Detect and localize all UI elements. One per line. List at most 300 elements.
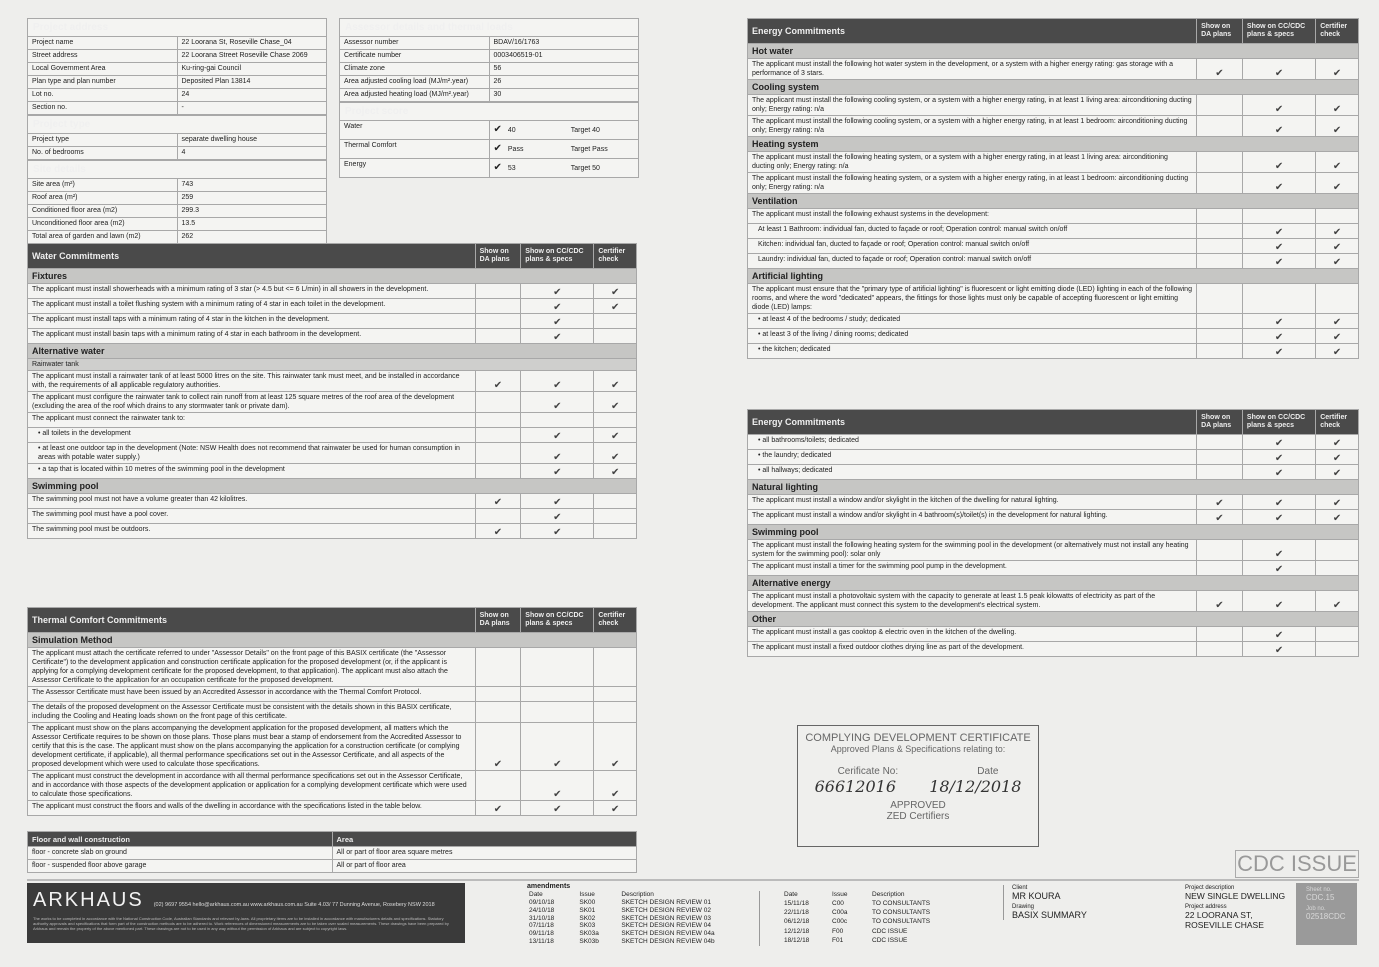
kv-value: 22 Loorana Street Roseville Chase 2069	[177, 50, 327, 63]
da-check-icon	[1197, 209, 1243, 224]
amend-cell: TO CONSULTANTS	[872, 909, 931, 917]
thermal-commitments-table	[27, 607, 637, 816]
da-check-icon: ✔	[475, 723, 521, 771]
cc-check-icon: ✔	[1242, 510, 1315, 525]
fw-header: Floor and wall construction	[28, 832, 333, 847]
commitment-row	[748, 224, 1359, 239]
commitment-text: The applicant must attach the certificate referred to under "Assessor Details" on the front page of this BASIX certificate (the "Assessor Certificate") to the development application and construction certificate application for the proposed development (or, if the applicant is applying for a complying development certificate for the proposed development, to that application). The applicant must also attach the Assessor Certificate to the application for an occupation certificate for the proposed development.	[28, 648, 476, 687]
cert-check-icon	[594, 494, 637, 509]
stamp-cert-number: 66612016	[814, 777, 897, 796]
cert-check-icon	[594, 314, 637, 329]
cc-check-icon: ✔	[521, 464, 594, 479]
cert-check-icon	[594, 702, 637, 723]
da-check-icon	[1197, 314, 1243, 329]
kv-row	[28, 63, 327, 76]
commitment-row	[748, 254, 1359, 269]
kv-row	[340, 37, 639, 50]
amend-row	[527, 907, 737, 915]
commitment-text: The applicant must install the following exhaust systems in the development:	[748, 209, 1197, 224]
stamp-approved: APPROVED	[890, 800, 946, 811]
kv-label: Project type	[28, 134, 178, 147]
section-title: Alternative energy	[748, 576, 1359, 591]
fw-cell: floor - suspended floor above garage	[28, 860, 333, 873]
commitment-row	[28, 413, 637, 428]
check-icon: ✔	[493, 143, 502, 154]
client-block	[1003, 885, 1182, 920]
brand-logo: ARKHAUS	[33, 889, 144, 911]
amend-cell: C00	[832, 900, 844, 908]
col-header-da: Show on DA plans	[475, 608, 521, 633]
commitment-text: The swimming pool must not have a volume greater than 42 kilolitres.	[28, 494, 476, 509]
amend-cell: SKETCH DESIGN REVIEW 03	[621, 914, 711, 922]
amend-cell: 09/11/18	[529, 930, 554, 938]
amend-cell: SKETCH DESIGN REVIEW 04	[621, 922, 711, 930]
table-header	[28, 608, 637, 633]
fw-row	[28, 860, 637, 873]
amend-header-cell: Date	[529, 891, 543, 898]
commitment-text: • the laundry; dedicated	[748, 450, 1197, 465]
amend-cell: 24/10/18	[529, 906, 555, 914]
section-heading	[28, 633, 637, 648]
client-label: Client	[1012, 885, 1028, 891]
table-header	[28, 832, 637, 847]
amend-cell: SKETCH DESIGN REVIEW 04b	[621, 938, 715, 946]
project-address-line1: 22 LOORANA ST,	[1185, 910, 1253, 920]
score-value	[489, 159, 567, 178]
amend-cell: F00	[832, 927, 844, 935]
col-header-cc: Show on CC/CDC plans & specs	[521, 608, 594, 633]
kv-row	[28, 76, 327, 89]
commitment-text: The applicant must connect the rainwater tank to:	[28, 413, 476, 428]
kv-value: 56	[489, 63, 639, 76]
section-heading	[748, 44, 1359, 59]
amendments-left-table	[527, 891, 737, 946]
da-check-icon	[1197, 239, 1243, 254]
stamp-date-label: Date	[977, 766, 999, 777]
commitment-row	[748, 591, 1359, 612]
commitment-text: • at least 3 of the living / dining rooms; dedicated	[748, 329, 1197, 344]
commitment-row	[28, 723, 637, 771]
section-title: Other	[748, 612, 1359, 627]
section-title: Artificial lighting	[748, 269, 1359, 284]
stamp-subtitle: Approved Plans & Specifications relating to:	[830, 744, 1006, 754]
section-heading	[28, 479, 637, 494]
section-title: Swimming pool	[28, 479, 637, 494]
col-header-da: Show on DA plans	[1197, 410, 1243, 435]
arkhaus-title-block	[27, 883, 465, 943]
da-check-icon: ✔	[475, 494, 521, 509]
da-check-icon: ✔	[1197, 59, 1243, 80]
energy-commitments-1	[747, 18, 1359, 359]
commitment-row	[28, 443, 637, 464]
amend-cell: SK01	[579, 906, 596, 914]
commitment-text: The applicant must install showerheads with a minimum rating of 3 star (> 4.5 but <= 6 L/min) in all showers in the development.	[28, 284, 476, 299]
project-desc: NEW SINGLE DWELLING	[1185, 891, 1286, 901]
cert-check-icon	[1316, 642, 1359, 657]
brand-disclaimer: The works to be completed in accordance with the National Construction Code, Australian Standards and relevant by-laws. All proprietary items are to be installed in accordance with manufacturers details and specifications. Statutory authority approvals and specifications that form part of the construction methods are to be adhered to. Work references of dimensioned measurements are to be taken over scaled measurements. These drawings have been prepared by Arkhaus and remain the property of the above mentioned part. These drawings are not to be used in any way without the permission of Arkhaus and are subject to copyright laws.	[33, 916, 449, 931]
commitment-row	[748, 510, 1359, 525]
commitment-row	[28, 329, 637, 344]
amend-row	[527, 899, 737, 907]
amend-cell: 06/12/18	[784, 918, 810, 926]
kv-value: 259	[177, 192, 327, 205]
cert-check-icon	[1316, 284, 1359, 314]
col-header-da: Show on DA plans	[1197, 19, 1243, 44]
score-number: 40	[507, 127, 516, 134]
score-value	[489, 140, 567, 159]
project-desc-label: Project description	[1185, 885, 1235, 891]
cc-check-icon: ✔	[1242, 95, 1315, 116]
cert-check-icon: ✔	[1316, 116, 1359, 137]
kv-label: Area adjusted cooling load (MJ/m².year)	[340, 76, 490, 89]
col-header-da: Show on DA plans	[475, 244, 521, 269]
cert-check-icon	[1316, 209, 1359, 224]
section-title: Simulation Method	[28, 633, 637, 648]
amend-row	[782, 928, 982, 937]
commitment-text: The applicant must install taps with a minimum rating of 4 star in the kitchen in the development.	[28, 314, 476, 329]
da-check-icon: ✔	[475, 524, 521, 539]
cert-check-icon: ✔	[1316, 59, 1359, 80]
site-details-heading: Site details	[28, 161, 327, 179]
amend-cell: CDC ISSUE	[872, 936, 908, 944]
kv-value: 4	[177, 147, 327, 160]
commitment-row	[748, 642, 1359, 657]
amend-row	[527, 915, 737, 923]
kv-value: Deposited Plan 13814	[177, 76, 327, 89]
commitment-text: Laundry: individual fan, ducted to façade or roof; Operation control: manual switch on/off	[748, 254, 1197, 269]
amend-header-cell: Issue	[832, 891, 848, 898]
amend-row	[782, 909, 982, 918]
sheet-number: CDC.15	[1306, 893, 1335, 902]
cc-check-icon: ✔	[1242, 642, 1315, 657]
kv-row	[340, 89, 639, 102]
cert-check-icon	[594, 648, 637, 687]
project-address-heading: Project address	[28, 19, 327, 37]
kv-label: Area adjusted heating load (MJ/m².year)	[340, 89, 490, 102]
cert-check-icon: ✔	[594, 371, 637, 392]
col-header-cc: Show on CC/CDC plans & specs	[1242, 410, 1315, 435]
da-check-icon	[1197, 642, 1243, 657]
cc-check-icon: ✔	[1242, 450, 1315, 465]
da-check-icon	[1197, 116, 1243, 137]
amend-cell: SK03a	[579, 930, 599, 938]
cc-check-icon: ✔	[521, 314, 594, 329]
da-check-icon	[475, 329, 521, 344]
section-heading	[748, 194, 1359, 209]
cc-check-icon: ✔	[1242, 59, 1315, 80]
project-type-heading: Project type	[28, 116, 327, 134]
commitment-row	[28, 284, 637, 299]
fw-cell: All or part of floor area square metres	[332, 847, 637, 860]
stamp-cert-label: Cerificate No:	[837, 766, 899, 777]
commitment-row	[748, 435, 1359, 450]
cc-check-icon: ✔	[521, 723, 594, 771]
da-check-icon	[475, 702, 521, 723]
commitment-row	[28, 771, 637, 801]
commitment-text: • a tap that is located within 10 metres of the swimming pool in the development	[28, 464, 476, 479]
commitment-text: The applicant must install the following cooling system, or a system with a higher energy rating, in at least 1 bedroom: airconditioning ducting only; Energy rating: n/a	[748, 116, 1197, 137]
da-check-icon	[475, 771, 521, 801]
section-title: Swimming pool	[748, 525, 1359, 540]
da-check-icon	[475, 687, 521, 702]
da-check-icon	[1197, 450, 1243, 465]
kv-value: 30	[489, 89, 639, 102]
commitment-text: The applicant must install a window and/or skylight in 4 bathroom(s)/toilet(s) in the development for natural lighting.	[748, 510, 1197, 525]
commitment-row	[748, 152, 1359, 173]
da-check-icon	[1197, 224, 1243, 239]
cert-check-icon: ✔	[594, 443, 637, 464]
table-header	[28, 244, 637, 269]
cc-check-icon: ✔	[521, 299, 594, 314]
cc-check-icon: ✔	[1242, 254, 1315, 269]
kv-value: 22 Loorana St, Roseville Chase_04	[177, 37, 327, 50]
cc-check-icon	[521, 687, 594, 702]
amend-row	[782, 900, 982, 909]
commitment-text: The applicant must ensure that the "primary type of artificial lighting" is fluorescent or light emitting diode (LED) lighting in each of the following rooms, and where the word "dedicated" appears, the fittings for those lights must only be capable of accepting fluorescent or light emitting diode (LED) lamps:	[748, 284, 1197, 314]
cert-check-icon: ✔	[1316, 314, 1359, 329]
commitment-row	[748, 284, 1359, 314]
cert-check-icon: ✔	[1316, 510, 1359, 525]
da-check-icon	[1197, 329, 1243, 344]
amendments-title: amendments	[527, 883, 571, 890]
kv-label: No. of bedrooms	[28, 147, 178, 160]
sheet-label: Sheet no.	[1306, 887, 1332, 893]
kv-row	[28, 37, 327, 50]
kv-value: 24	[177, 89, 327, 102]
cc-check-icon	[521, 648, 594, 687]
da-check-icon	[475, 509, 521, 524]
kv-label: Total area of garden and lawn (m2)	[28, 231, 178, 244]
cc-check-icon: ✔	[521, 329, 594, 344]
commitment-row	[748, 561, 1359, 576]
commitment-row	[28, 371, 637, 392]
commitment-row	[28, 687, 637, 702]
project-address-table	[27, 18, 327, 115]
commitment-text: The applicant must install the following heating system for the swimming pool in the development (or alternatively must not install any heating system for the swimming pool): solar only	[748, 540, 1197, 561]
floor-wall-table	[27, 831, 637, 873]
commitment-text: • at least 4 of the bedrooms / study; dedicated	[748, 314, 1197, 329]
amend-cell: TO CONSULTANTS	[872, 900, 931, 908]
cc-check-icon	[521, 413, 594, 428]
kv-row	[28, 205, 327, 218]
commitment-row	[748, 540, 1359, 561]
commitment-text: The applicant must show on the plans accompanying the development application for the proposed development, all matters which the Assessor Certificate requires to be shown on those plans. Those plans must bear a stamp of endorsement from the Accredited Assessor to certify that this is the case. The applicant must show on the plans accompanying the application for a construction certificate (or complying development certificate, if applicable), all thermal performance specifications set out in the Assessor Certificate, and all aspects of the proposed development which were used to calculate those specifications.	[28, 723, 476, 771]
amend-cell: SK00	[579, 898, 596, 906]
amendments-right-table	[782, 891, 982, 946]
cert-check-icon: ✔	[594, 299, 637, 314]
commitment-text: • all hallways; dedicated	[748, 465, 1197, 480]
section-title: Fixtures	[28, 269, 637, 284]
assessor-heading: Assessor details and thermal loads	[340, 19, 639, 37]
commitment-text: The Assessor Certificate must have been issued by an Accredited Assessor in accordance with the Thermal Comfort Protocol.	[28, 687, 476, 702]
cert-check-icon: ✔	[1316, 591, 1359, 612]
commitment-row	[748, 329, 1359, 344]
da-check-icon	[1197, 152, 1243, 173]
col-header-certifier: Certifier check	[1316, 19, 1359, 44]
section-heading	[748, 80, 1359, 95]
commitment-row	[748, 209, 1359, 224]
project-type-table	[27, 115, 327, 160]
commitment-row	[28, 299, 637, 314]
commitment-row	[28, 702, 637, 723]
amend-cell: TO CONSULTANTS	[872, 918, 931, 926]
cc-check-icon: ✔	[1242, 495, 1315, 510]
cc-check-icon: ✔	[1242, 627, 1315, 642]
commitment-text: The applicant must install a photovoltaic system with the capacity to generate at least 1.5 peak kilowatts of electricity as part of the development. The applicant must connect this system to the development's electrical system.	[748, 591, 1197, 612]
amend-cell: CDC ISSUE	[872, 927, 908, 935]
cert-check-icon: ✔	[594, 464, 637, 479]
commitment-text: • all toilets in the development	[28, 428, 476, 443]
fw-header: Area	[332, 832, 637, 847]
amend-cell: SK02	[579, 914, 596, 922]
commitment-row	[28, 464, 637, 479]
score-row	[340, 159, 639, 178]
cc-check-icon: ✔	[1242, 435, 1315, 450]
amend-cell: SKETCH DESIGN REVIEW 04a	[621, 930, 715, 938]
section-heading	[748, 612, 1359, 627]
cc-check-icon: ✔	[521, 524, 594, 539]
score-value	[489, 121, 567, 140]
kv-label: Assessor number	[340, 37, 490, 50]
cert-check-icon	[594, 524, 637, 539]
section-title: Rainwater tank	[28, 359, 637, 371]
floor-wall-construction	[27, 831, 637, 873]
kv-label: Project name	[28, 37, 178, 50]
amend-header-cell: Description	[621, 891, 654, 898]
commitment-row	[748, 173, 1359, 194]
amend-cell: SKETCH DESIGN REVIEW 02	[621, 906, 711, 914]
da-check-icon	[1197, 254, 1243, 269]
water-commitments-table	[27, 243, 637, 539]
col-header-certifier: Certifier check	[594, 608, 637, 633]
kv-row	[28, 147, 327, 160]
job-number: 02518CDC	[1306, 912, 1346, 921]
kv-row	[340, 76, 639, 89]
cert-check-icon: ✔	[594, 284, 637, 299]
cert-check-icon	[1316, 540, 1359, 561]
kv-value: -	[177, 102, 327, 115]
table-header	[748, 19, 1359, 44]
stamp-date: 18/12/2018	[929, 777, 1022, 796]
da-check-icon: ✔	[1197, 591, 1243, 612]
sheet-info-block	[1296, 883, 1357, 945]
fw-row	[28, 847, 637, 860]
kv-value: 0003406519-01	[489, 50, 639, 63]
client-name: MR KOURA	[1012, 891, 1061, 901]
cert-check-icon: ✔	[1316, 344, 1359, 359]
cc-check-icon: ✔	[521, 443, 594, 464]
section-title: Heating system	[748, 137, 1359, 152]
kv-row	[28, 50, 327, 63]
commitment-text: • at least one outdoor tap in the development (Note: NSW Health does not recommend that rainwater be used for human consumption in areas with potable water supply.)	[28, 443, 476, 464]
project-score-heading: Project score	[340, 103, 639, 121]
kv-label: Lot no.	[28, 89, 178, 102]
amend-header	[782, 891, 982, 900]
section-title: Cooling system	[748, 80, 1359, 95]
fw-cell: floor - concrete slab on ground	[28, 847, 333, 860]
commitment-text: • all bathrooms/toilets; dedicated	[748, 435, 1197, 450]
score-row	[340, 140, 639, 159]
commitment-row	[748, 59, 1359, 80]
amend-cell: 13/11/18	[529, 938, 554, 946]
commitment-text: The applicant must construct the development in accordance with all thermal performance specifications set out in the Assessor Certificate, and in accordance with those aspects of the development application or application for a complying development certificate which were used to calculate those specifications.	[28, 771, 476, 801]
commitment-text: The swimming pool must be outdoors.	[28, 524, 476, 539]
da-check-icon	[1197, 435, 1243, 450]
score-label: Thermal Comfort	[340, 140, 490, 159]
amend-row	[527, 938, 737, 946]
amend-header	[527, 891, 737, 899]
kv-value: 743	[177, 179, 327, 192]
cc-check-icon	[1242, 209, 1315, 224]
da-check-icon	[1197, 284, 1243, 314]
amend-header-cell: Description	[872, 891, 905, 898]
cert-check-icon: ✔	[594, 723, 637, 771]
kv-row	[28, 89, 327, 102]
amend-cell: SKETCH DESIGN REVIEW 01	[621, 898, 711, 906]
col-header-cc: Show on CC/CDC plans & specs	[521, 244, 594, 269]
section-heading	[748, 137, 1359, 152]
amend-row	[527, 930, 737, 938]
commitment-row	[28, 648, 637, 687]
cert-check-icon: ✔	[1316, 254, 1359, 269]
amend-row	[782, 937, 982, 946]
cert-check-icon: ✔	[1316, 95, 1359, 116]
commitment-text: The applicant must install a timer for the swimming pool pump in the development.	[748, 561, 1197, 576]
cdc-issue-badge: CDC ISSUE	[1235, 850, 1359, 878]
col-header-certifier: Certifier check	[1316, 410, 1359, 435]
footer-divider	[27, 879, 1359, 881]
amend-row	[527, 922, 737, 930]
da-check-icon	[1197, 344, 1243, 359]
amendments-block	[527, 883, 997, 946]
commitment-text: The applicant must install a fixed outdoor clothes drying line as part of the development.	[748, 642, 1197, 657]
commitment-row	[748, 95, 1359, 116]
cc-check-icon: ✔	[1242, 561, 1315, 576]
cc-check-icon: ✔	[521, 428, 594, 443]
score-target: Target Pass	[567, 140, 639, 159]
cc-check-icon: ✔	[1242, 152, 1315, 173]
energy-commitments-table-2	[747, 409, 1359, 657]
stamp-title: COMPLYING DEVELOPMENT CERTIFICATE	[805, 732, 1031, 744]
cc-check-icon: ✔	[1242, 329, 1315, 344]
kv-value: 299.3	[177, 205, 327, 218]
kv-label: Plan type and plan number	[28, 76, 178, 89]
cc-check-icon: ✔	[1242, 540, 1315, 561]
da-check-icon	[475, 392, 521, 413]
assessor-table	[339, 18, 639, 102]
commitment-text: The applicant must install a rainwater tank of at least 5000 litres on the site. This rainwater tank must meet, and be installed in accordance with, the requirements of all applicable regulatory authorities.	[28, 371, 476, 392]
cc-check-icon: ✔	[1242, 314, 1315, 329]
cc-check-icon: ✔	[1242, 116, 1315, 137]
score-target: Target 40	[567, 121, 639, 140]
energy1-title: Energy Commitments	[748, 19, 1197, 44]
kv-row	[28, 218, 327, 231]
section-title: Natural lighting	[748, 480, 1359, 495]
score-number: 53	[507, 165, 516, 172]
site-details-table	[27, 160, 327, 244]
cert-check-icon: ✔	[1316, 239, 1359, 254]
cc-check-icon: ✔	[521, 509, 594, 524]
da-check-icon: ✔	[1197, 510, 1243, 525]
commitment-text: • the kitchen; dedicated	[748, 344, 1197, 359]
commitment-row	[748, 314, 1359, 329]
kv-label: Roof area (m²)	[28, 192, 178, 205]
brand-contact: (02) 9697 9554 hello@arkhaus.com.au www.arkhaus.com.au Suite 4.03/ 77 Dunning Avenue, Rosebery NSW 2018	[153, 902, 435, 908]
commitment-row	[748, 627, 1359, 642]
commitment-row	[748, 495, 1359, 510]
kv-value: 26	[489, 76, 639, 89]
kv-label: Local Government Area	[28, 63, 178, 76]
